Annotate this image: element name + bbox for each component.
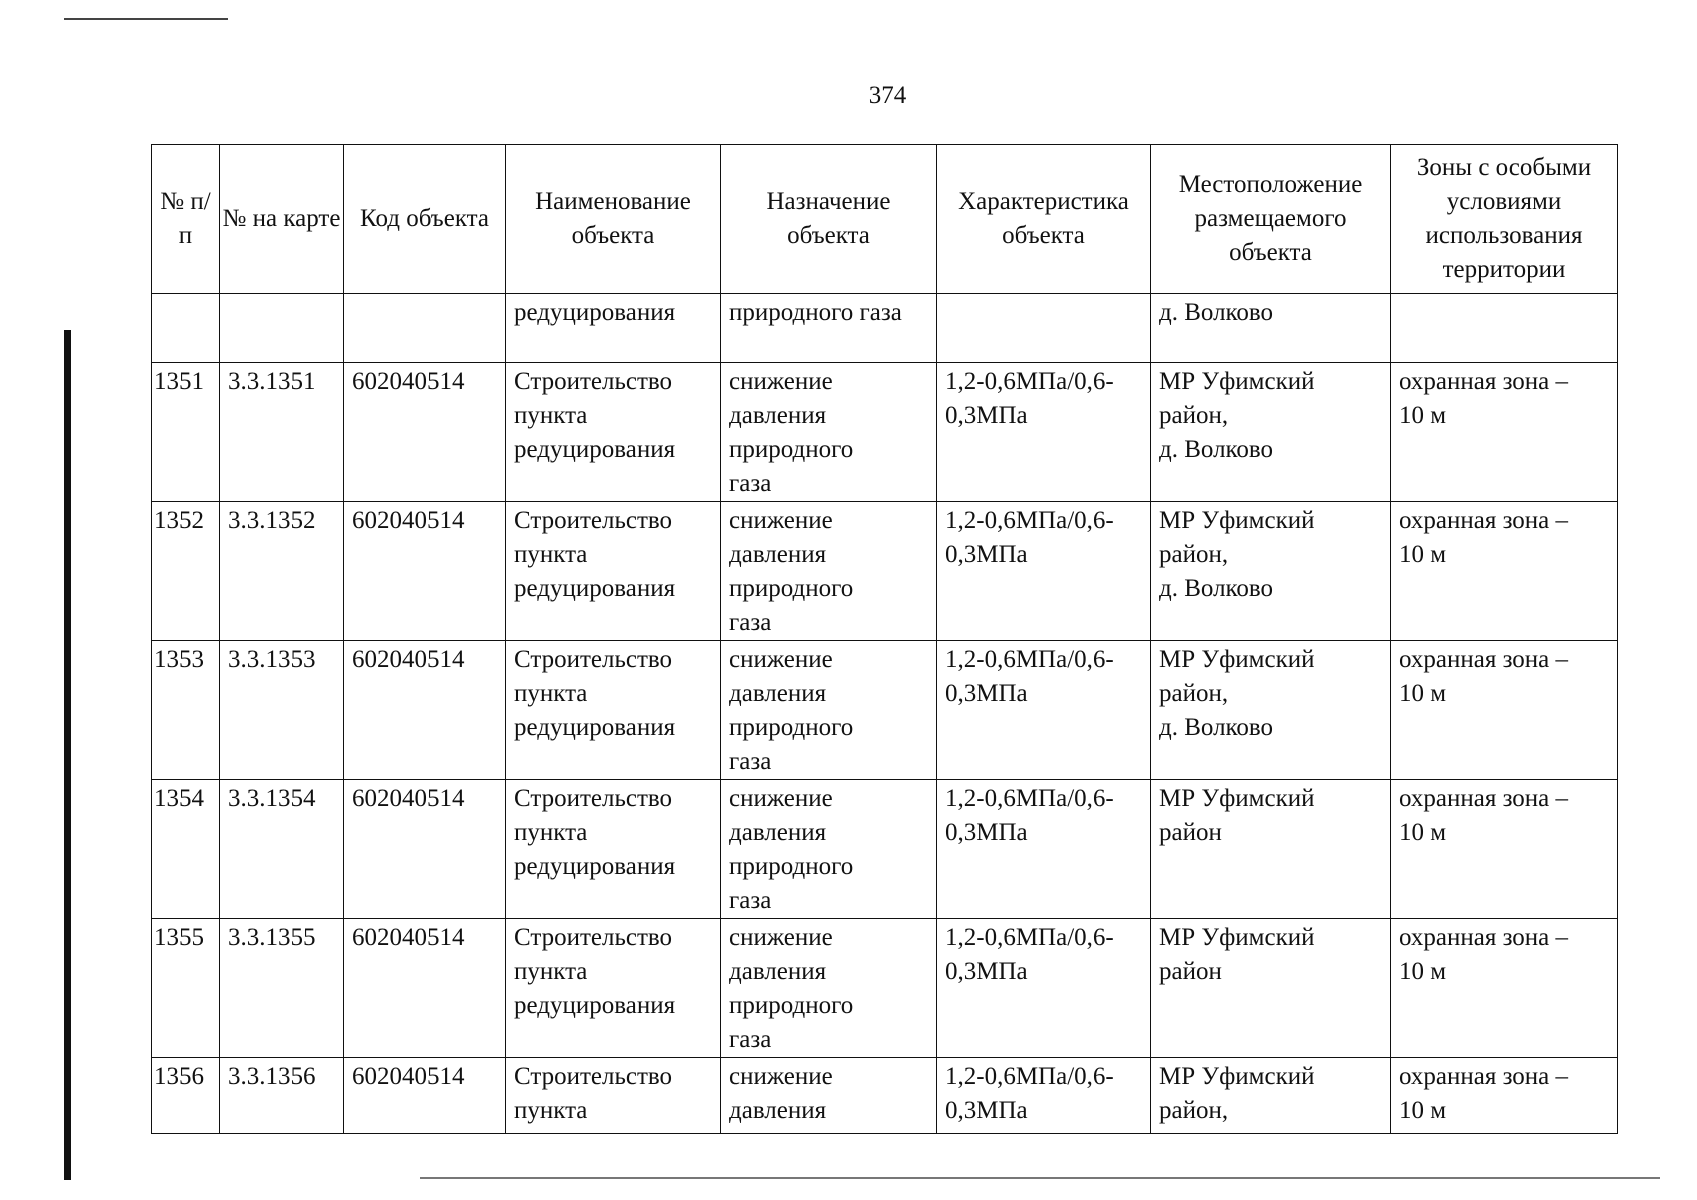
table-cell [220, 294, 344, 363]
table-cell [152, 294, 220, 363]
cell-name: Строительство пункта редуцирования [506, 363, 721, 502]
cell-num: 1355 [152, 919, 220, 1058]
cell-purpose: снижение давления природного газа [721, 919, 937, 1058]
cell-num: 1356 [152, 1058, 220, 1134]
table-row [152, 641, 1618, 780]
table-row [152, 780, 1618, 919]
cell-code: 602040514 [344, 363, 506, 502]
cell-code: 602040514 [344, 641, 506, 780]
cell-zone: охранная зона – 10 м [1391, 1058, 1618, 1134]
cell-char: 1,2-0,6МПа/0,6- 0,3МПа [937, 363, 1151, 502]
cell-purpose: снижение давления природного газа [721, 780, 937, 919]
table-cell [1391, 294, 1618, 363]
cell-loc: МР Уфимский район, д. Волково [1151, 641, 1391, 780]
bottom-rule [420, 1177, 1660, 1179]
table-cell: д. Волково [1151, 294, 1391, 363]
scan-edge [64, 330, 71, 1180]
column-header: Местоположение размещаемого объекта [1151, 145, 1391, 294]
cell-zone: охранная зона – 10 м [1391, 502, 1618, 641]
page-number: 374 [868, 82, 907, 109]
cell-code: 602040514 [344, 1058, 506, 1134]
column-header: Назначение объекта [721, 145, 937, 294]
objects-table [151, 144, 1618, 1134]
table-cell [937, 294, 1151, 363]
cell-char: 1,2-0,6МПа/0,6- 0,3МПа [937, 780, 1151, 919]
column-header: Характеристика объекта [937, 145, 1151, 294]
continuation-row [152, 294, 1618, 363]
top-rule [64, 18, 228, 20]
cell-char: 1,2-0,6МПа/0,6- 0,3МПа [937, 641, 1151, 780]
cell-map: 3.3.1351 [220, 363, 344, 502]
table-cell: редуцирования [506, 294, 721, 363]
cell-purpose: снижение давления природного газа [721, 502, 937, 641]
column-header: Зоны с особыми условиями использования территории [1391, 145, 1618, 294]
cell-num: 1351 [152, 363, 220, 502]
column-header: № на карте [220, 145, 344, 294]
table-row [152, 363, 1618, 502]
cell-char: 1,2-0,6МПа/0,6- 0,3МПа [937, 919, 1151, 1058]
cell-loc: МР Уфимский район, [1151, 1058, 1391, 1134]
cell-map: 3.3.1356 [220, 1058, 344, 1134]
table-row [152, 919, 1618, 1058]
cell-zone: охранная зона – 10 м [1391, 641, 1618, 780]
table-cell [344, 294, 506, 363]
cell-purpose: снижение давления природного газа [721, 363, 937, 502]
cell-loc: МР Уфимский район [1151, 919, 1391, 1058]
cell-name: Строительство пункта редуцирования [506, 641, 721, 780]
cell-char: 1,2-0,6МПа/0,6- 0,3МПа [937, 502, 1151, 641]
cell-loc: МР Уфимский район, д. Волково [1151, 502, 1391, 641]
cell-map: 3.3.1354 [220, 780, 344, 919]
cell-name: Строительство пункта редуцирования [506, 919, 721, 1058]
cell-map: 3.3.1353 [220, 641, 344, 780]
column-header: № п/п [152, 145, 220, 294]
cell-num: 1354 [152, 780, 220, 919]
cell-name: Строительство пункта редуцирования [506, 780, 721, 919]
column-header: Код объекта [344, 145, 506, 294]
cell-name: Строительство пункта [506, 1058, 721, 1134]
header-row [152, 145, 1618, 294]
table-row [152, 502, 1618, 641]
cell-zone: охранная зона – 10 м [1391, 780, 1618, 919]
cell-code: 602040514 [344, 502, 506, 641]
cell-num: 1353 [152, 641, 220, 780]
cell-num: 1352 [152, 502, 220, 641]
cell-map: 3.3.1355 [220, 919, 344, 1058]
cell-loc: МР Уфимский район [1151, 780, 1391, 919]
column-header: Наименование объекта [506, 145, 721, 294]
cell-zone: охранная зона – 10 м [1391, 919, 1618, 1058]
cell-purpose: снижение давления [721, 1058, 937, 1134]
cell-zone: охранная зона – 10 м [1391, 363, 1618, 502]
cell-code: 602040514 [344, 919, 506, 1058]
cell-map: 3.3.1352 [220, 502, 344, 641]
cell-char: 1,2-0,6МПа/0,6- 0,3МПа [937, 1058, 1151, 1134]
cell-name: Строительство пункта редуцирования [506, 502, 721, 641]
table-row [152, 1058, 1618, 1134]
cell-loc: МР Уфимский район, д. Волково [1151, 363, 1391, 502]
table-cell: природного газа [721, 294, 937, 363]
cell-code: 602040514 [344, 780, 506, 919]
cell-purpose: снижение давления природного газа [721, 641, 937, 780]
